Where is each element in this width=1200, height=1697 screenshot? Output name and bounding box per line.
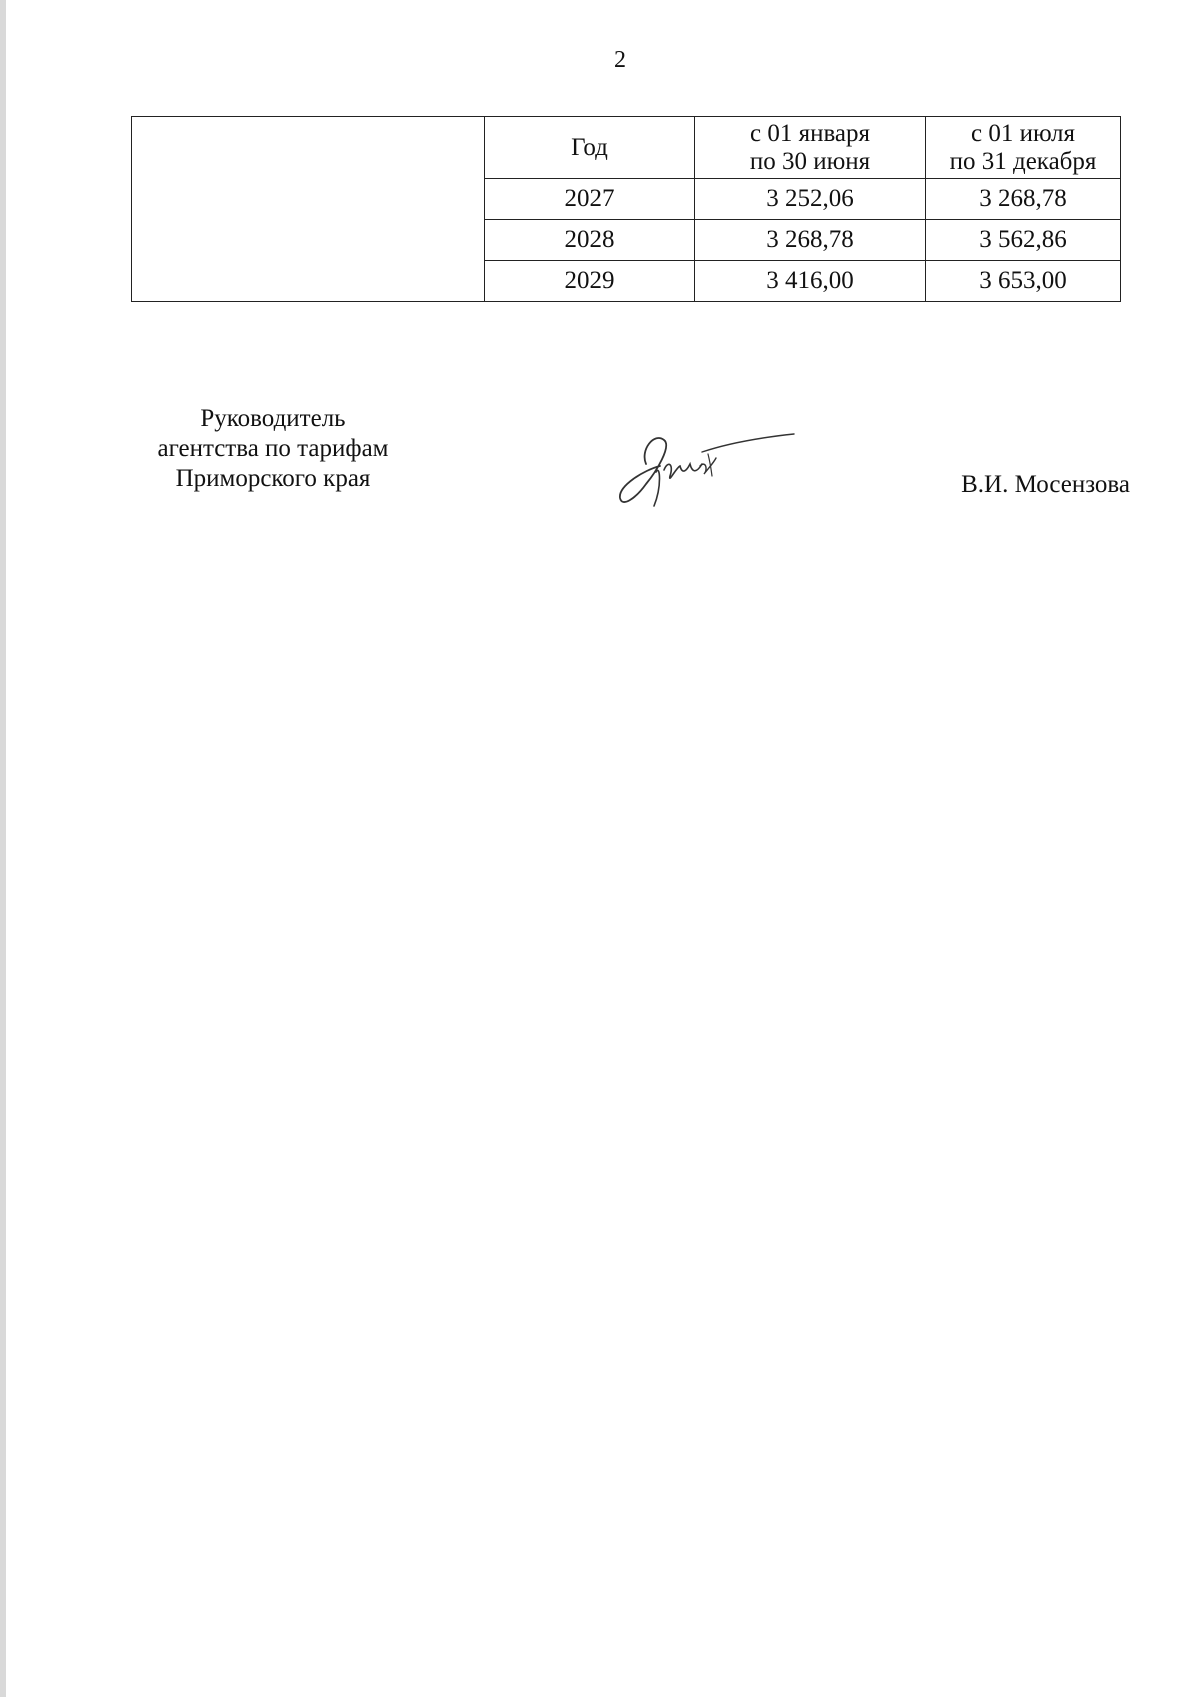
- header-period-2: [926, 117, 1121, 179]
- table-header-row: [132, 117, 1121, 179]
- cell-period-1: 3 416,00: [695, 261, 926, 302]
- cell-period-2: 3 653,00: [926, 261, 1121, 302]
- empty-left-cell: [132, 117, 485, 302]
- header-period-1-line-2: по 30 июня: [749, 147, 871, 175]
- signatory-title-line-2: агентства по тарифам: [157, 435, 389, 462]
- header-period-1: [695, 117, 926, 179]
- scan-edge-strip: [0, 0, 6, 1697]
- header-year: [485, 117, 695, 179]
- signatory-title: [118, 404, 428, 494]
- handwritten-signature: [616, 414, 796, 514]
- header-period-2-line-2: по 31 декабря: [949, 147, 1097, 175]
- signatory-title-line-1: Руководитель: [200, 405, 346, 432]
- header-year-label: Год: [571, 133, 608, 161]
- header-period-1-line-1: с 01 января: [749, 119, 871, 147]
- cell-period-1: 3 252,06: [695, 179, 926, 220]
- page-number: 2: [614, 47, 626, 73]
- signatory-title-line-3: Приморского края: [175, 465, 371, 492]
- cell-period-1: 3 268,78: [695, 220, 926, 261]
- signatory-name: В.И. Мосензова: [961, 471, 1130, 498]
- header-period-2-line-1: с 01 июля: [970, 119, 1075, 147]
- cell-year: 2029: [485, 261, 695, 302]
- tariff-table: [131, 116, 1121, 302]
- cell-year: 2028: [485, 220, 695, 261]
- cell-year: 2027: [485, 179, 695, 220]
- cell-period-2: 3 562,86: [926, 220, 1121, 261]
- cell-period-2: 3 268,78: [926, 179, 1121, 220]
